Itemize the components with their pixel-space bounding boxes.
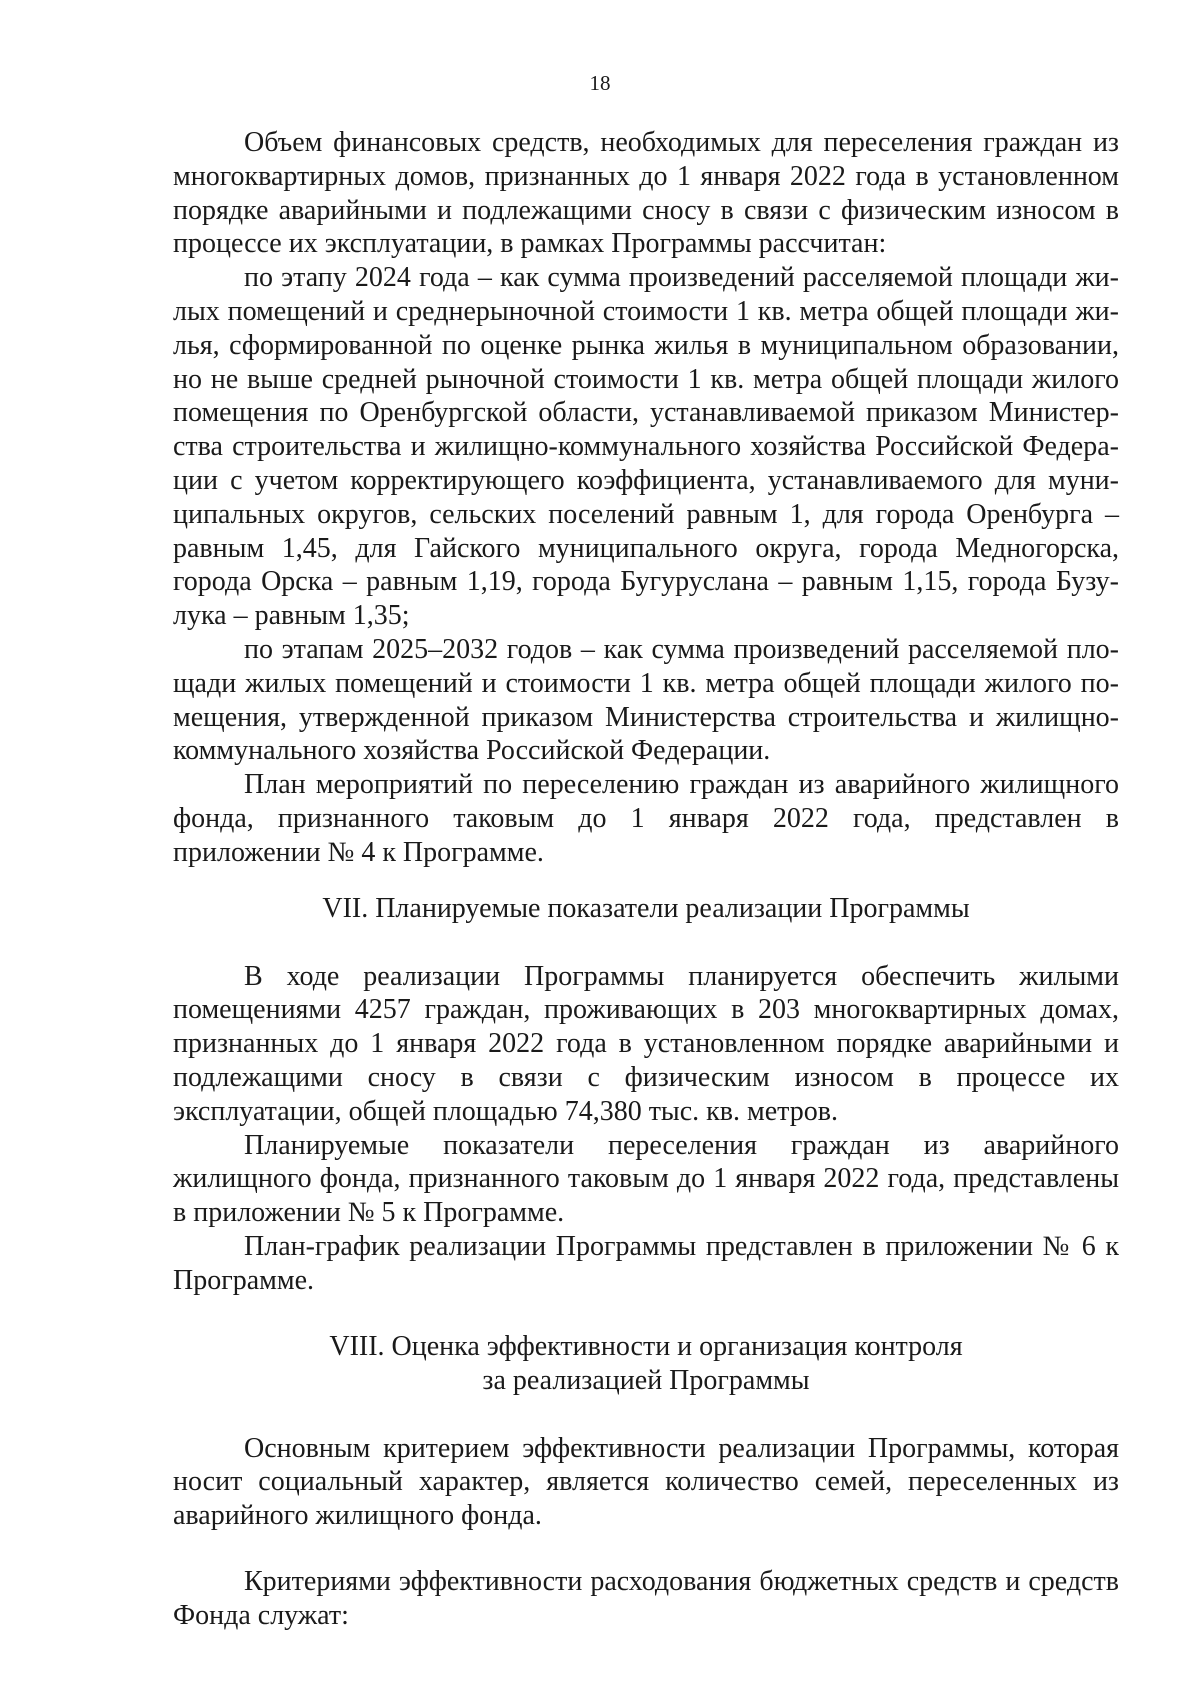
spacer (173, 1533, 1119, 1565)
paragraph-schedule: План-график реализации Программы представлен в приложении № 6 к Программе. (173, 1230, 1119, 1296)
paragraph-funding-volume: Объем финансовых средств, необходимых для переселения граждан из многоквартирных домов, признанных до 1 января 2022 года в установленном порядке аварийными и подлежащими сносу в связи с физическим износом в процессе их эксплуатации, в рамках Программы рассчитан: (173, 127, 1119, 260)
paragraph-main-criterion: Основным критерием эффективности реализации Программы, которая носит социальный характер, является количество семей, переселенных из аварийного жилищного фонда. (173, 1432, 1119, 1532)
spacer (173, 1298, 1119, 1330)
section-heading-vii-text: VII. Планируемые показатели реализации Программы (322, 892, 970, 924)
paragraph-efficiency-criteria: Критериями эффективности расходования бюджетных средств и средств Фонда служат: (173, 1565, 1119, 1631)
paragraph-stages-2025-2032: по этапам 2025–2032 годов – как сумма произведений расселяемой площади жилых помещений и стоимости 1 кв. метра общей площади жилого помещения, утвержденной приказом Министерства строительства и жилищно-коммунального хозяйства Российской Федерации. (173, 633, 1119, 767)
section-heading-viii-line2: за реализацией Программы (482, 1364, 810, 1396)
page-number: 18 (589, 71, 611, 95)
paragraph-stage-2024: по этапу 2024 года – как сумма произведений расселяемой площади жилых помещений и среднерыночной стоимости 1 кв. метра общей площади жилья, сформированной по оценке рынка жилья в муниципальном образовании, но не выше средней рыночной стоимости 1 кв. метра общей площади жилого помещения по Оренбургской области, устанавливаемой приказом Министерства строительства и жилищно-коммунального хозяйства Российской Федерации с учетом корректирующего коэффициента, устанавливаемого для муниципальных округов, сельских поселений равным 1, для города Оренбурга – равным 1,45, для Гайского муниципального округа, города Медногорска, города Орска – равным 1,19, города Бугуруслана – равным 1,15, города Бузулука – равным 1,35; (173, 262, 1119, 632)
paragraph-resettlement-plan: План мероприятий по переселению граждан из аварийного жилищного фонда, признанного таковым до 1 января 2022 года, представлен в приложении № 4 к Программе. (173, 769, 1119, 868)
section-heading-vii (173, 892, 1119, 926)
spacer (173, 870, 1119, 892)
document-body (173, 126, 1119, 1632)
section-heading-viii (173, 1330, 1119, 1398)
section-heading-viii-line1: VIII. Оценка эффективности и организация контроля (329, 1330, 963, 1362)
paragraph-planned-residents: В ходе реализации Программы планируется обеспечить жилыми помещениями 4257 граждан, проживающих в 203 многоквартирных домах, признанных до 1 января 2022 года в установленном порядке аварийными и подлежащими сносу в связи с физическим износом в процессе их эксплуатации, общей площадью 74,380 тыс. кв. метров. (173, 960, 1119, 1127)
paragraph-planned-indicators: Планируемые показатели переселения граждан из аварийного жилищного фонда, признанного таковым до 1 января 2022 года, представлены в приложении № 5 к Программе. (173, 1129, 1119, 1229)
spacer (173, 1398, 1119, 1432)
spacer (173, 926, 1119, 960)
